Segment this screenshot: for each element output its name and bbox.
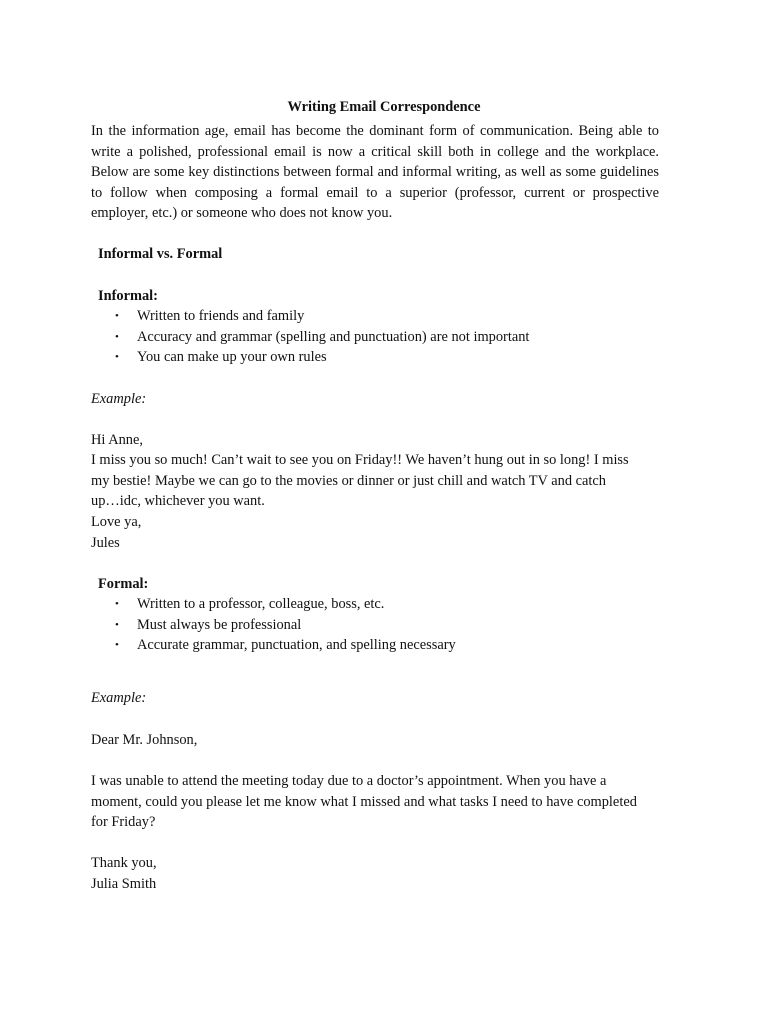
bullet-icon: • xyxy=(115,598,119,610)
bullet-icon: • xyxy=(115,639,119,651)
list-item xyxy=(112,615,456,636)
informal-body-line: my bestie! Maybe we can go to the movies or dinner or just chill and watch TV and catch xyxy=(91,473,606,489)
formal-signature: Julia Smith xyxy=(91,876,157,892)
list-item xyxy=(112,327,529,348)
bullet-icon: • xyxy=(115,310,119,322)
formal-body-line: moment, could you please let me know what I missed and what tasks I need to have completed xyxy=(91,794,637,810)
informal-signature: Jules xyxy=(91,535,120,551)
formal-greeting: Dear Mr. Johnson, xyxy=(91,732,198,748)
bullet-text: Written to a professor, colleague, boss, etc. xyxy=(137,596,385,612)
formal-bullet-list xyxy=(112,594,456,656)
informal-body-line: up…idc, whichever you want. xyxy=(91,493,265,509)
informal-greeting: Hi Anne, xyxy=(91,432,143,448)
formal-body-line: for Friday? xyxy=(91,814,156,830)
informal-bullet-list xyxy=(112,306,529,368)
formal-body-line: I was unable to attend the meeting today due to a doctor’s appointment. When you have a xyxy=(91,773,607,789)
informal-heading: Informal: xyxy=(98,288,158,304)
document-title: Writing Email Correspondence xyxy=(287,99,481,115)
list-item xyxy=(112,347,529,368)
list-item xyxy=(112,594,456,615)
bullet-icon: • xyxy=(115,330,119,343)
bullet-icon: • xyxy=(115,351,119,363)
informal-closing: Love ya, xyxy=(91,514,142,530)
bullet-text: Written to friends and family xyxy=(137,308,305,324)
formal-example-label: Example: xyxy=(91,690,147,706)
section-heading: Informal vs. Formal xyxy=(98,246,223,262)
informal-body-line: I miss you so much! Can’t wait to see you on Friday!! We haven’t hung out in so long! I miss xyxy=(91,452,629,468)
bullet-text: You can make up your own rules xyxy=(137,349,327,365)
formal-heading: Formal: xyxy=(98,576,149,592)
bullet-text: Accuracy and grammar (spelling and punctuation) are not important xyxy=(137,328,530,345)
formal-closing: Thank you, xyxy=(91,855,157,871)
bullet-icon: • xyxy=(115,618,119,631)
bullet-text: Must always be professional xyxy=(137,616,302,633)
intro-paragraph: In the information age, email has become the dominant form of communication. Being able to write a polished, professional email is now a critical skill both in college and the workplace. Below are some key distinctions between formal and informal writing, as well as some guidelines to follow when composing a formal email to a superior (professor, current or prospective employer, etc.) or someone who does not know you. xyxy=(91,123,659,221)
informal-example-label: Example: xyxy=(91,391,147,407)
list-item xyxy=(112,635,456,656)
bullet-text: Accurate grammar, punctuation, and spelling necessary xyxy=(137,637,456,653)
list-item xyxy=(112,306,529,327)
